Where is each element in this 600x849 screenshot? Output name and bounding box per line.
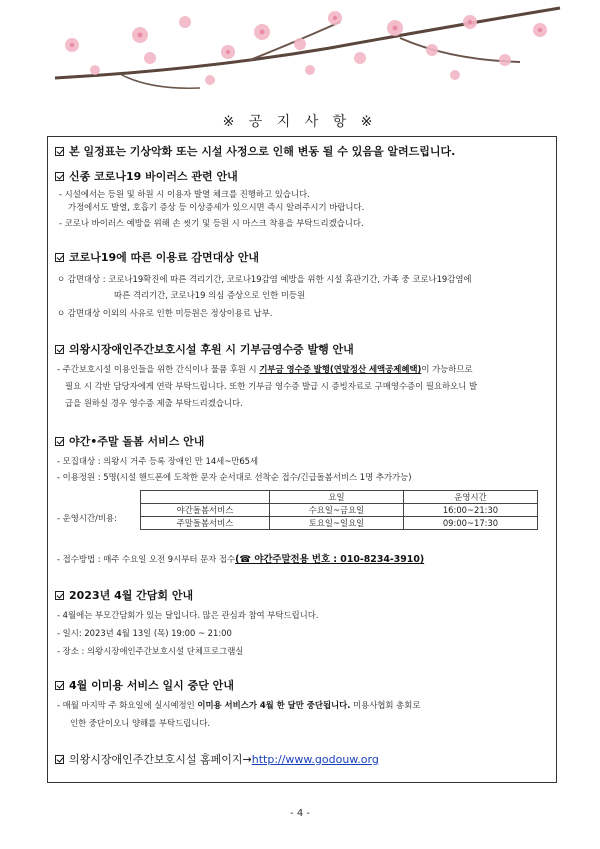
- table-cell: 야간돌봄서비스: [141, 504, 270, 517]
- text-line: - 이용정원 : 5명(시설 핸드폰에 도착한 문자 순서대로 선착순 접수/긴급돌봄서비스 1명 추가가능): [57, 472, 412, 482]
- checkbox-icon: [55, 147, 64, 156]
- table-header-cell: [141, 491, 270, 504]
- checkbox-icon: [55, 345, 64, 354]
- homepage-link[interactable]: http://www.godouw.org: [251, 752, 379, 766]
- table-cell: 09:00~17:30: [404, 517, 538, 530]
- notice-heading-covid: 신종 코로나19 바이러스 관련 안내: [55, 168, 238, 184]
- text-line: ㅇ 감면대상 : 코로나19확진에 따른 격리기간, 코로나19감염 예방을 위한 시설 휴관기간, 가족 중 코로나19감염에: [57, 274, 472, 284]
- table-cell: 수요일~금요일: [270, 504, 404, 517]
- text-line: 필요 시 각반 담당자에게 연락 부탁드립니다. 또한 기부금 영수증 발급 시 증빙자료로 구매영수증이 필요하오니 발: [65, 381, 478, 391]
- page-title: ※ 공 지 사 항 ※: [222, 114, 378, 130]
- operating-hours-table: [140, 490, 538, 530]
- notice-heading-fee-reduction: 코로나19에 따른 이용료 감면대상 안내: [55, 249, 259, 265]
- text-line: - 코로나 바이러스 예방을 위해 손 씻기 및 등원 시 마스크 착용을 부탁드리겠습니다.: [59, 218, 364, 228]
- checkbox-icon: [55, 755, 64, 764]
- table-row: [141, 517, 538, 530]
- notice-box: [47, 136, 557, 783]
- text-line: - 운영시간/비용:: [57, 513, 117, 523]
- notice-heading-beauty-service: 4월 이미용 서비스 일시 중단 안내: [55, 677, 234, 693]
- table-header-cell: 요일: [270, 491, 404, 504]
- text-line: - 일시: 2023년 4월 13일 (목) 19:00 ~ 21:00: [57, 628, 232, 638]
- text-line: - 매월 마지막 주 화요일에 실시예정인 이미용 서비스가 4월 한 달만 중단됩니다. 미용사협회 총회로: [57, 700, 421, 710]
- checkbox-icon: [55, 681, 64, 690]
- text-line: 가정에서도 발열, 호흡기 증상 등 이상증세가 있으시면 즉시 알려주시기 바랍니다.: [68, 202, 365, 212]
- text-line: 따른 격리기간, 코로나19 의심 증상으로 인한 미등원: [114, 290, 306, 300]
- text-line: 급을 원하실 경우 영수증 제출 부탁드리겠습니다.: [65, 398, 243, 408]
- notice-heading-night-weekend-care: 야간•주말 돌봄 서비스 안내: [55, 433, 204, 449]
- hotline-number: (☎ 야간주말전용 번호 : 010-8234-3910): [235, 554, 425, 565]
- underlined-text: 기부금 영수증 발행(연말정산 세액공제혜택): [259, 364, 422, 374]
- notice-heading-schedule: 본 일정표는 기상악화 또는 시설 사정으로 인해 변동 될 수 있음을 알려드립니다.: [55, 143, 455, 159]
- checkbox-icon: [55, 253, 64, 262]
- text-line: - 시설에서는 등원 및 하원 시 이용자 발열 체크를 진행하고 있습니다.: [59, 189, 310, 199]
- table-cell: 16:00~21:30: [404, 504, 538, 517]
- text-line: - 접수방법 : 매주 수요일 오전 9시부터 문자 접수(☎ 야간주말전용 번호 : 010-8234-3910): [57, 554, 425, 565]
- notice-heading-meeting: 2023년 4월 간담회 안내: [55, 587, 193, 603]
- text-line: 인한 중단이오니 양해를 부탁드립니다.: [70, 718, 211, 728]
- cherry-blossom-branch-illustration: [0, 0, 600, 100]
- bold-text: 이미용 서비스가 4월 한 달만 중단됩니다.: [197, 700, 351, 710]
- text-line: - 4월에는 부모간담회가 있는 달입니다. 많은 관심과 참여 부탁드립니다.: [57, 610, 319, 620]
- checkbox-icon: [55, 437, 64, 446]
- table-cell: 토요일~일요일: [270, 517, 404, 530]
- checkbox-icon: [55, 591, 64, 600]
- table-header-row: [141, 491, 538, 504]
- text-line: - 주간보호시설 이용인들을 위한 간식이나 물품 후원 시 기부금 영수증 발행(연말정산 세액공제혜택)이 가능하므로: [57, 364, 473, 374]
- notice-heading-donation-receipt: 의왕시장애인주간보호시설 후원 시 기부금영수증 발행 안내: [55, 341, 354, 357]
- text-line: - 장소 : 의왕시장애인주간보호시설 단체프로그램실: [57, 646, 244, 656]
- table-row: [141, 504, 538, 517]
- page-number: - 4 -: [290, 808, 310, 819]
- text-line: - 모집대상 : 의왕시 거주 등록 장애인 만 14세~만65세: [57, 456, 259, 466]
- table-header-cell: 운영시간: [404, 491, 538, 504]
- checkbox-icon: [55, 172, 64, 181]
- notice-heading-homepage: 의왕시장애인주간보호시설 홈페이지→ http://www.godouw.org: [55, 751, 379, 767]
- table-cell: 주말돌봄서비스: [141, 517, 270, 530]
- text-line: ㅇ 감면대상 이외의 사유로 인한 미등원은 정상이용료 납부.: [57, 308, 273, 318]
